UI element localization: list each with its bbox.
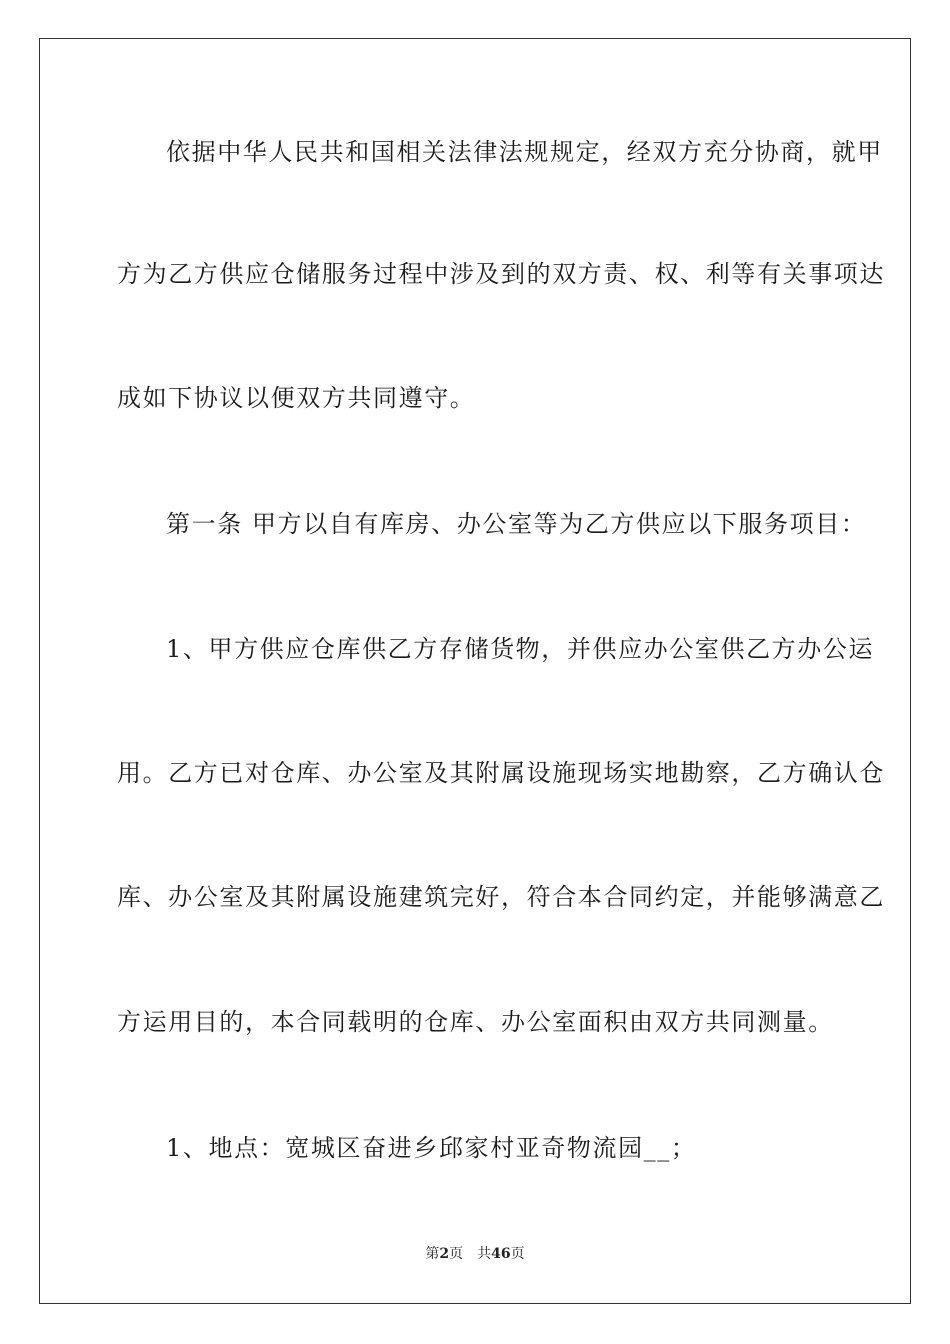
paragraph-line: 库、办公室及其附属设施建筑完好，符合本合同约定，并能够满意乙 — [117, 883, 885, 911]
paragraph-line: 1、甲方供应仓库供乙方存储货物，并供应办公室供乙方办公运 — [166, 635, 875, 663]
paragraph-line: 方为乙方供应仓储服务过程中涉及到的双方责、权、利等有关事项达 — [117, 260, 885, 288]
paragraph-line: 依据中华人民共和国相关法律法规规定，经双方充分协商，就甲 — [166, 138, 883, 166]
paragraph-line: 用。乙方已对仓库、办公室及其附属设施现场实地勘察，乙方确认仓 — [117, 759, 885, 787]
page-border — [39, 38, 911, 1304]
page-suffix: 页 — [449, 1246, 464, 1262]
total-pages: 46 — [491, 1246, 511, 1262]
paragraph-line: 成如下协议以便双方共同遵守。 — [117, 384, 476, 412]
page-prefix: 第 — [425, 1246, 440, 1262]
total-prefix: 共 — [477, 1246, 492, 1262]
paragraph-line: 方运用目的，本合同载明的仓库、办公室面积由双方共同测量。 — [117, 1008, 834, 1036]
list-item: 1、地点：宽城区奋进乡邱家村亚奇物流园__； — [166, 1134, 697, 1162]
article-heading: 第一条 甲方以自有库房、办公室等为乙方供应以下服务项目： — [166, 510, 867, 538]
total-suffix: 页 — [510, 1246, 525, 1262]
page-footer — [0, 1245, 950, 1263]
page-number: 2 — [439, 1246, 450, 1262]
